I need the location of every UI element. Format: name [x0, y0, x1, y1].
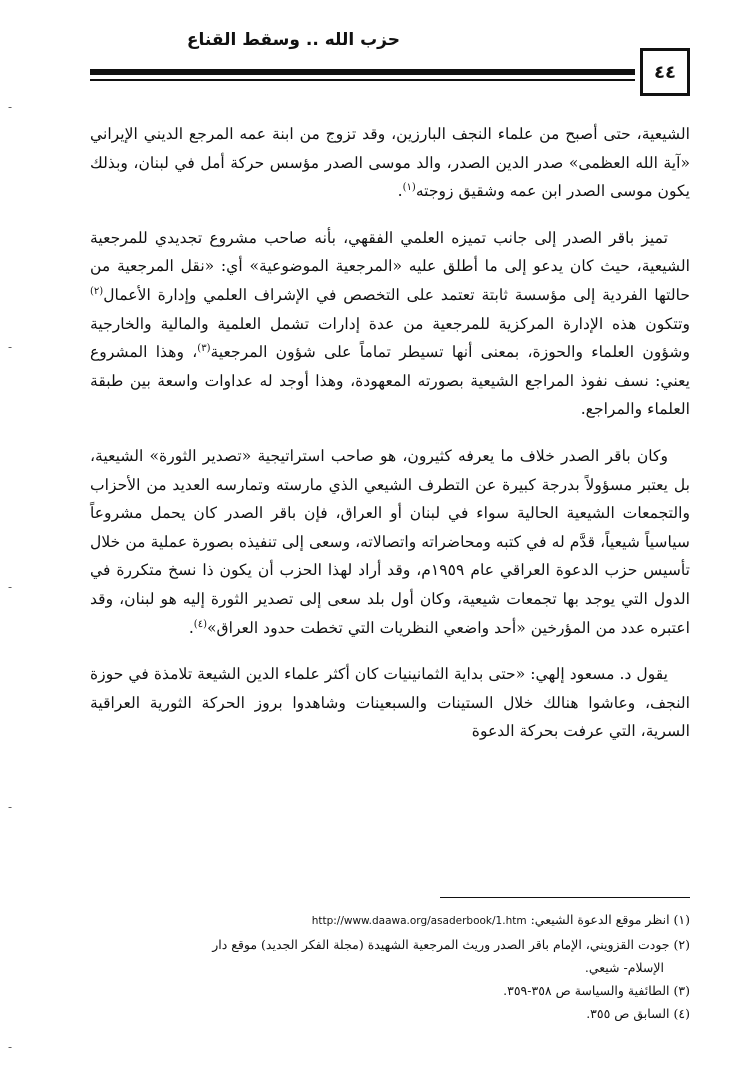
footnote-separator [440, 897, 690, 898]
paragraph-text: يقول د. مسعود إلهي: «حتى بداية الثمانينيات كان أكثر علماء الدين الشيعة تلامذة في حوزة النجف، وعاشوا هنالك خلال الستينات والسبعينات وشاهدوا بروز الحركة الثورية العراقية السرية، التي عرفت بحركة الدعوة [90, 665, 690, 741]
footnote-2 [90, 933, 690, 956]
page-number: ٤٤ [640, 48, 690, 96]
footnote-2-continuation [90, 956, 690, 979]
footnote-3: (٣) الطائفية والسياسة ص ٣٥٨-٣٥٩. [503, 983, 690, 998]
margin-mark: - [8, 1040, 13, 1054]
footnote-ref: (١) [402, 182, 416, 193]
footnote-ref: (٤) [193, 618, 207, 630]
paragraph: الشيعية، حتى أصبح من علماء النجف البارزين، وقد تزوج من ابنة عمه المرجع الديني الإيراني «آية الله العظمى» صدر الدين الصدر، والد موسى الصدر مؤسس حركة أمل في لبنان، وبذلك يكون موسى الصدر ابن عمه وشقيق زوجته$^{(١)}$. [90, 125, 690, 201]
footnote-text: الإسلام- شيعي. [584, 960, 664, 975]
paragraph [90, 660, 690, 746]
header-rule-thick [90, 69, 635, 75]
footnote-text: (١) انظر موقع الدعوة الشيعي: [530, 912, 690, 927]
header-rule-thin [90, 79, 635, 81]
paragraph-text: وتتكون هذه الإدارة المركزية للمرجعية من عدة إدارات تشمل العلمية والمالية والخارجية وشؤون العلماء والحوزة، بمعنى أنها تسيطر تماماً على شؤون المرجعية [90, 314, 691, 362]
paragraph-text: ، وهذا المشروع يعني: نسف نفوذ المراجع الشيعية بصورته المعهودة، وهذا أوجد له عداوات واسعة بين طبقة العلماء والمراجع. [90, 343, 690, 419]
footnote-ref: (٣) [197, 342, 211, 354]
footnotes [90, 908, 690, 1025]
margin-mark: - [8, 580, 13, 594]
body-text [90, 120, 690, 764]
paragraph [90, 224, 690, 424]
paragraph-text: الشيعية، حتى أصبح من علماء النجف البارزين، وقد تزوج من ابنة عمه المرجع الديني الإيراني «آية الله العظمى» صدر الدين الصدر، والد موسى الصدر مؤسس حركة أمل في لبنان، وبذلك يكون موسى الصدر ابن عمه وشقيق زوجته [90, 125, 690, 201]
footnote-url: http://www.daawa.org/asaderbook/1.htm [311, 915, 527, 927]
margin-mark: - [8, 800, 13, 814]
footnote-text: (٢) جودت القزويني، الإمام باقر الصدر وريث المرجعية الشهيدة (مجلة الفكر الجديد) موقع دار [212, 937, 690, 952]
page-header [90, 28, 690, 88]
footnote-1 [90, 908, 690, 933]
margin-mark: - [8, 340, 13, 354]
paragraph-text: تميز باقر الصدر إلى جانب تميزه العلمي الفقهي، بأنه صاحب مشروع تجديدي للمرجعية الشيعية، حيث كان يدعو إلى ما أطلق عليه «المرجعية الموضوعية» أي: «نقل المرجعية من حالتها الفردية إلى مؤسسة ثابتة تعتمد على التخصص في الإشراف العلمي وإدارة الأعمال [90, 228, 690, 304]
footnote-4: (٤) السابق ص ٣٥٥. [586, 1006, 690, 1021]
paragraph: وكان باقر الصدر خلاف ما يعرفه كثيرون، هو صاحب استراتيجية «تصدير الثورة» الشيعية، بل يعتبر مسؤولاً بدرجة كبيرة عن التطرف الشيعي الذي مارسته وتمارسه العديد من الأحزاب والتجمعات الشيعية الحالية سواء في لبنان أو العراق، فإن باقر الصدر كان يحمل مشروعاً سياسياً شيعياً، قدَّم له في كتبه ومحاضراته واتصالاته، وسعى إلى تنفيذه بصورة عملية من خلال تأسيس حزب الدعوة العراقي عام ١٩٥٩م، وقد أراد لهذا الحزب أن يكون ذا نسخ متكررة في الدول التي يوجد بها تجمعات شيعية، وكان أول بلد سعى إلى تصدير الثورة إليه هو لبنان، وقد اعتبره عدد من المؤرخين «أحد واضعي النظريات التي تخطت حدود العراق»$^{(٤)}$. [90, 446, 690, 637]
running-title: حزب الله .. وسقط القناع [186, 30, 400, 50]
paragraph-text: وكان باقر الصدر خلاف ما يعرفه كثيرون، هو صاحب استراتيجية «تصدير الثورة» الشيعية، بل يعتبر مسؤولاً بدرجة كبيرة عن التطرف الشيعي الذي مارسته وتمارسه العديد من الأحزاب والتجمعات الشيعية الحالية سواء في لبنان أو العراق، فإن باقر الصدر كان يحمل مشروعاً سياسياً شيعياً، قدَّم له في كتبه ومحاضراته واتصالاته، وسعى إلى تنفيذه بصورة عملية من خلال تأسيس حزب الدعوة العراقي عام ١٩٥٩م، وقد أراد لهذا الحزب أن يكون ذا نسخ متكررة في الدول التي يوجد بها تجمعات شيعية، وكان أول بلد سعى إلى تصدير الثورة إليه هو لبنان، وقد اعتبره عدد من المؤرخين «أحد واضعي النظريات التي تخطت حدود العراق» [90, 446, 690, 637]
margin-mark: - [8, 100, 13, 114]
footnote-ref: (٢) [90, 285, 104, 297]
